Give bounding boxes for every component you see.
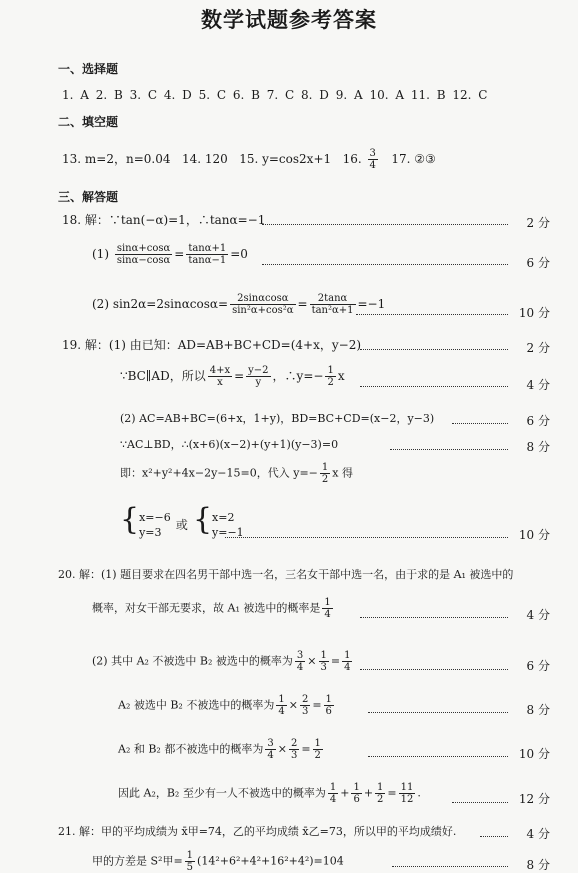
- leader-dots: [360, 669, 508, 670]
- leader-dots: [225, 537, 508, 538]
- leader-dots: [356, 314, 508, 315]
- answer-16-fraction: $\frac{3}{4}$: [369, 148, 376, 171]
- leader-dots: [360, 617, 508, 618]
- q20-line-2: 概率，对女干部无要求，故 A₁ 被选中的概率是 $\frac{1}{4}$: [92, 597, 331, 620]
- section-heading-choice: 一、选择题: [58, 62, 119, 76]
- leader-dots: [262, 224, 508, 225]
- leader-dots: [360, 349, 508, 350]
- q21-line-1: 21. 解：甲的平均成绩为 x̄甲=74，乙的平均成绩 x̄乙=73，所以甲的平均成绩好.: [58, 825, 457, 838]
- leader-dots: [368, 712, 508, 713]
- leader-dots: [452, 423, 508, 424]
- score-mark: 10 分: [518, 747, 550, 761]
- q19-line-4: ∵AC⊥BD，∴(x+6)(x−2)+(y+1)(y−3)=0: [120, 438, 339, 451]
- section-heading-fill: 二、填空题: [58, 115, 119, 129]
- q19-line-5: 即：x²+y²+4x−2y−15=0，代入 y=− $\frac{1}{2}$ x 得: [120, 462, 353, 485]
- score-mark: 2 分: [526, 216, 550, 230]
- score-mark: 6 分: [526, 256, 550, 270]
- score-mark: 4 分: [526, 827, 550, 841]
- leader-dots: [368, 756, 508, 757]
- leader-dots: [392, 866, 508, 867]
- leader-dots: [360, 386, 508, 387]
- score-mark: 10 分: [518, 528, 550, 542]
- q18-line-3: (2) sin2α=2sinαcosα= $\frac{2\sin\alpha\cos\alpha}{\text{sin²α+cos²α}}$ = $\frac{2\tan\alpha}{\text{tan²α+1}}$ =−1: [92, 293, 386, 316]
- score-mark: 4 分: [526, 378, 550, 392]
- section-heading-solve: 三、解答题: [58, 190, 119, 204]
- leader-dots: [262, 264, 508, 265]
- q18-line-1: 18. 解：∵tan(−α)=1，∴tanα=−1: [62, 213, 266, 227]
- score-mark: 8 分: [526, 703, 550, 717]
- q20-line-4: A₂ 被选中 B₂ 不被选中的概率为 $\frac{1}{4}$ × $\frac{2}{3}$ = $\frac{1}{6}$: [118, 694, 332, 717]
- score-mark: 2 分: [526, 341, 550, 355]
- q19-solution-system: {x=−6 y=3 或 {x=2 y=−1: [120, 502, 244, 539]
- score-mark: 6 分: [526, 414, 550, 428]
- score-mark: 10 分: [518, 306, 550, 320]
- answer-17: 17. ②③: [391, 152, 436, 166]
- answer-16-label: 16.: [342, 152, 362, 166]
- q20-line-3: (2) 其中 A₂ 不被选中 B₂ 被选中的概率为 $\frac{3}{4}$ × $\frac{1}{3}$ = $\frac{1}{4}$: [92, 650, 351, 673]
- leader-dots: [452, 802, 508, 803]
- q19-line-3: (2) AC=AB+BC=(6+x，1+y)，BD=BC+CD=(x−2，y−3): [120, 412, 435, 425]
- fill-blank-answers: [62, 148, 436, 171]
- q19-line-1: 19. 解：(1) 由已知：AD=AB+BC+CD=(4+x，y−2): [62, 338, 362, 352]
- answer-14: 14. 120: [181, 152, 228, 166]
- q20-line-6: 因此 A₂，B₂ 至少有一人不被选中的概率为 $\frac{1}{4}$ + $\frac{1}{6}$ + $\frac{1}{2}$ = $\frac{11}{12}$ .: [118, 782, 421, 805]
- leader-dots: [480, 836, 508, 837]
- leader-dots: [390, 449, 508, 450]
- choice-answers: 1. A 2. B 3. C 4. D 5. C 6. B 7. C 8. D 9. A 10. A 11. B 12. C: [62, 88, 488, 102]
- q20-line-1: 20. 解：(1) 题目要求在四名男干部中选一名，三名女干部中选一名，由于求的是 A₁ 被选中的: [58, 568, 514, 581]
- q19-line-2: ∵BC∥AD，所以 $\frac{4+x}{x}$ = $\frac{y-2}{y}$ ，∴y=− $\frac{1}{2}$ x: [120, 365, 345, 388]
- score-mark: 8 分: [526, 440, 550, 454]
- q18-line-2: (1) $\frac{\sin\alpha+\cos\alpha}{\sin\alpha-\cos\alpha}$ = $\frac{\tan\alpha+1}{\tan\alpha-1}$ =0: [92, 243, 248, 266]
- q21-line-2: 甲的方差是 S²甲= $\frac{1}{5}$ (14²+6²+4²+16²+4²)=104: [92, 850, 344, 873]
- score-mark: 4 分: [526, 608, 550, 622]
- score-mark: 8 分: [526, 858, 550, 872]
- answer-15: 15. y=cos2x+1: [239, 152, 332, 166]
- answer-13: 13. m=2，n=0.04: [62, 152, 171, 166]
- page-title: 数学试题参考答案: [201, 7, 377, 32]
- q20-line-5: A₂ 和 B₂ 都不被选中的概率为 $\frac{3}{4}$ × $\frac{2}{3}$ = $\frac{1}{2}$: [118, 738, 321, 761]
- score-mark: 12 分: [518, 792, 550, 806]
- score-mark: 6 分: [526, 659, 550, 673]
